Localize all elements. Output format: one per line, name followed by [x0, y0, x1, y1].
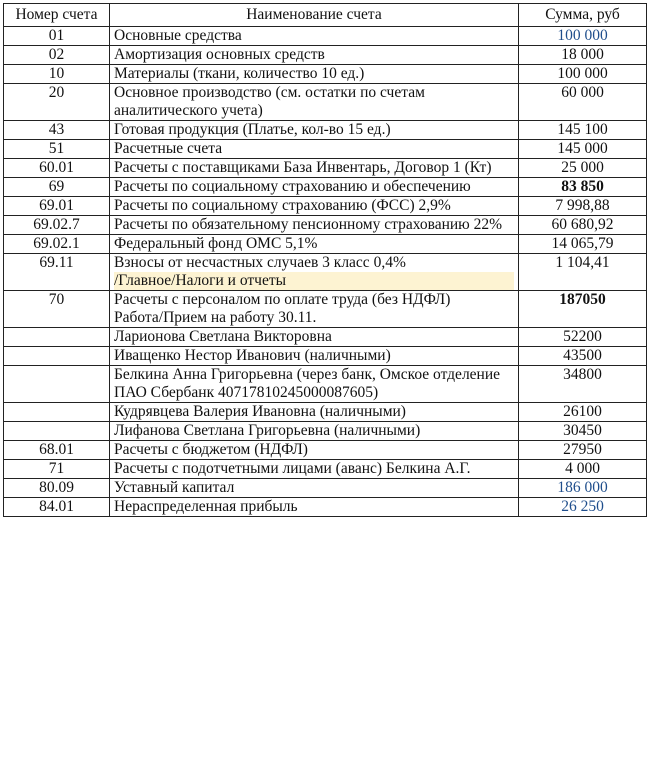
amount-cell: 52200	[519, 328, 647, 347]
table-row	[4, 460, 647, 479]
account-number-cell: 69.11	[4, 254, 110, 291]
account-name-text: Основное производство (см. остатки по счетам аналитического учета)	[114, 84, 425, 119]
table-row	[4, 84, 647, 121]
table-row	[4, 498, 647, 517]
account-name-cell	[110, 460, 519, 479]
amount-cell: 145 100	[519, 121, 647, 140]
account-name-text: Иващенко Нестор Иванович (наличными)	[114, 347, 391, 364]
amount-cell: 26100	[519, 403, 647, 422]
account-name-cell	[110, 27, 519, 46]
header-account-no: Номер счета	[4, 4, 110, 27]
account-name-text: Нераспределенная прибыль	[114, 498, 298, 515]
amount-cell: 34800	[519, 366, 647, 403]
account-name-text: Готовая продукция (Платье, кол-во 15 ед.)	[114, 121, 391, 138]
table-row	[4, 121, 647, 140]
table-row	[4, 178, 647, 197]
account-number-cell: 70	[4, 291, 110, 328]
table-row	[4, 235, 647, 254]
account-name-text: Взносы от несчастных случаев 3 класс 0,4%	[114, 254, 406, 271]
account-name-text: Расчеты по социальному страхованию (ФСС) 2,9%	[114, 197, 451, 214]
table-row	[4, 46, 647, 65]
account-number-cell: 68.01	[4, 441, 110, 460]
table-row	[4, 197, 647, 216]
account-number-cell: 69.01	[4, 197, 110, 216]
account-name-note: Работа/Прием на работу 30.11.	[114, 309, 317, 326]
amount-cell: 60 680,92	[519, 216, 647, 235]
account-name-text: Белкина Анна Григорьевна (через банк, Омское отделение ПАО Сбербанк 40717810245000087605)	[114, 366, 501, 401]
account-name-text: Расчеты по обязательному пенсионному страхованию 22%	[114, 216, 503, 233]
account-name-note: /Главное/Налоги и отчеты	[114, 272, 514, 290]
amount-cell: 100 000	[519, 65, 647, 84]
account-name-text: Расчеты с поставщиками База Инвентарь, Договор 1 (Кт)	[114, 159, 492, 176]
table-row	[4, 403, 647, 422]
table-row	[4, 422, 647, 441]
account-name-text: Федеральный фонд ОМС 5,1%	[114, 235, 318, 252]
table-row	[4, 65, 647, 84]
table-row	[4, 328, 647, 347]
table-row	[4, 291, 647, 328]
amount-cell: 25 000	[519, 159, 647, 178]
amount-cell: 4 000	[519, 460, 647, 479]
amount-cell: 18 000	[519, 46, 647, 65]
account-name-text: Расчетные счета	[114, 140, 223, 157]
account-name-cell	[110, 121, 519, 140]
account-name-text: Материалы (ткани, количество 10 ед.)	[114, 65, 365, 82]
table-row	[4, 27, 647, 46]
account-name-text: Основные средства	[114, 27, 242, 44]
amount-cell: 43500	[519, 347, 647, 366]
account-name-text: Кудрявцева Валерия Ивановна (наличными)	[114, 403, 406, 420]
table-row	[4, 366, 647, 403]
account-name-text: Расчеты с бюджетом (НДФЛ)	[114, 441, 308, 458]
account-number-cell: 60.01	[4, 159, 110, 178]
account-name-text: Ларионова Светлана Викторовна	[114, 328, 332, 345]
account-name-text: Расчеты с персоналом по оплате труда (без НДФЛ)	[114, 291, 451, 308]
account-number-cell: 01	[4, 27, 110, 46]
accounts-table	[3, 3, 647, 517]
account-number-cell: 69.02.1	[4, 235, 110, 254]
account-name-cell	[110, 235, 519, 254]
account-number-cell: 84.01	[4, 498, 110, 517]
account-name-cell	[110, 197, 519, 216]
account-number-cell	[4, 366, 110, 403]
account-number-cell: 10	[4, 65, 110, 84]
account-name-cell	[110, 479, 519, 498]
table-header-row	[4, 4, 647, 27]
amount-cell: 7 998,88	[519, 197, 647, 216]
amount-cell: 14 065,79	[519, 235, 647, 254]
table-row	[4, 159, 647, 178]
account-name-cell	[110, 366, 519, 403]
account-number-cell: 69.02.7	[4, 216, 110, 235]
account-number-cell: 51	[4, 140, 110, 159]
amount-cell: 27950	[519, 441, 647, 460]
table-row	[4, 479, 647, 498]
account-name-cell	[110, 46, 519, 65]
account-name-cell	[110, 422, 519, 441]
amount-cell: 187050	[519, 291, 647, 328]
account-number-cell: 43	[4, 121, 110, 140]
account-number-cell	[4, 422, 110, 441]
account-name-text: Уставный капитал	[114, 479, 235, 496]
account-name-cell	[110, 403, 519, 422]
account-name-cell	[110, 216, 519, 235]
account-name-cell	[110, 178, 519, 197]
account-number-cell: 69	[4, 178, 110, 197]
account-name-cell	[110, 159, 519, 178]
table-row	[4, 140, 647, 159]
amount-cell: 26 250	[519, 498, 647, 517]
header-amount: Сумма, руб	[519, 4, 647, 27]
account-name-text: Амортизация основных средств	[114, 46, 325, 63]
amount-cell: 100 000	[519, 27, 647, 46]
table-row	[4, 441, 647, 460]
header-account-name: Наименование счета	[110, 4, 519, 27]
account-name-cell	[110, 347, 519, 366]
account-number-cell	[4, 328, 110, 347]
table-row	[4, 254, 647, 291]
account-number-cell: 71	[4, 460, 110, 479]
account-name-cell	[110, 140, 519, 159]
account-number-cell: 20	[4, 84, 110, 121]
account-name-text: Лифанова Светлана Григорьевна (наличными)	[114, 422, 421, 439]
table-row	[4, 216, 647, 235]
account-number-cell	[4, 347, 110, 366]
account-name-cell	[110, 441, 519, 460]
account-name-text: Расчеты с подотчетными лицами (аванс) Белкина А.Г.	[114, 460, 471, 477]
amount-cell: 60 000	[519, 84, 647, 121]
amount-cell: 30450	[519, 422, 647, 441]
account-number-cell: 80.09	[4, 479, 110, 498]
account-name-cell	[110, 291, 519, 328]
amount-cell: 83 850	[519, 178, 647, 197]
account-name-cell	[110, 328, 519, 347]
amount-cell: 186 000	[519, 479, 647, 498]
account-name-cell	[110, 254, 519, 291]
account-name-cell	[110, 65, 519, 84]
amount-cell: 1 104,41	[519, 254, 647, 291]
account-name-cell	[110, 84, 519, 121]
account-name-text: Расчеты по социальному страхованию и обеспечению	[114, 178, 471, 195]
account-number-cell	[4, 403, 110, 422]
table-row	[4, 347, 647, 366]
account-name-cell	[110, 498, 519, 517]
amount-cell: 145 000	[519, 140, 647, 159]
account-number-cell: 02	[4, 46, 110, 65]
table-body	[4, 27, 647, 517]
